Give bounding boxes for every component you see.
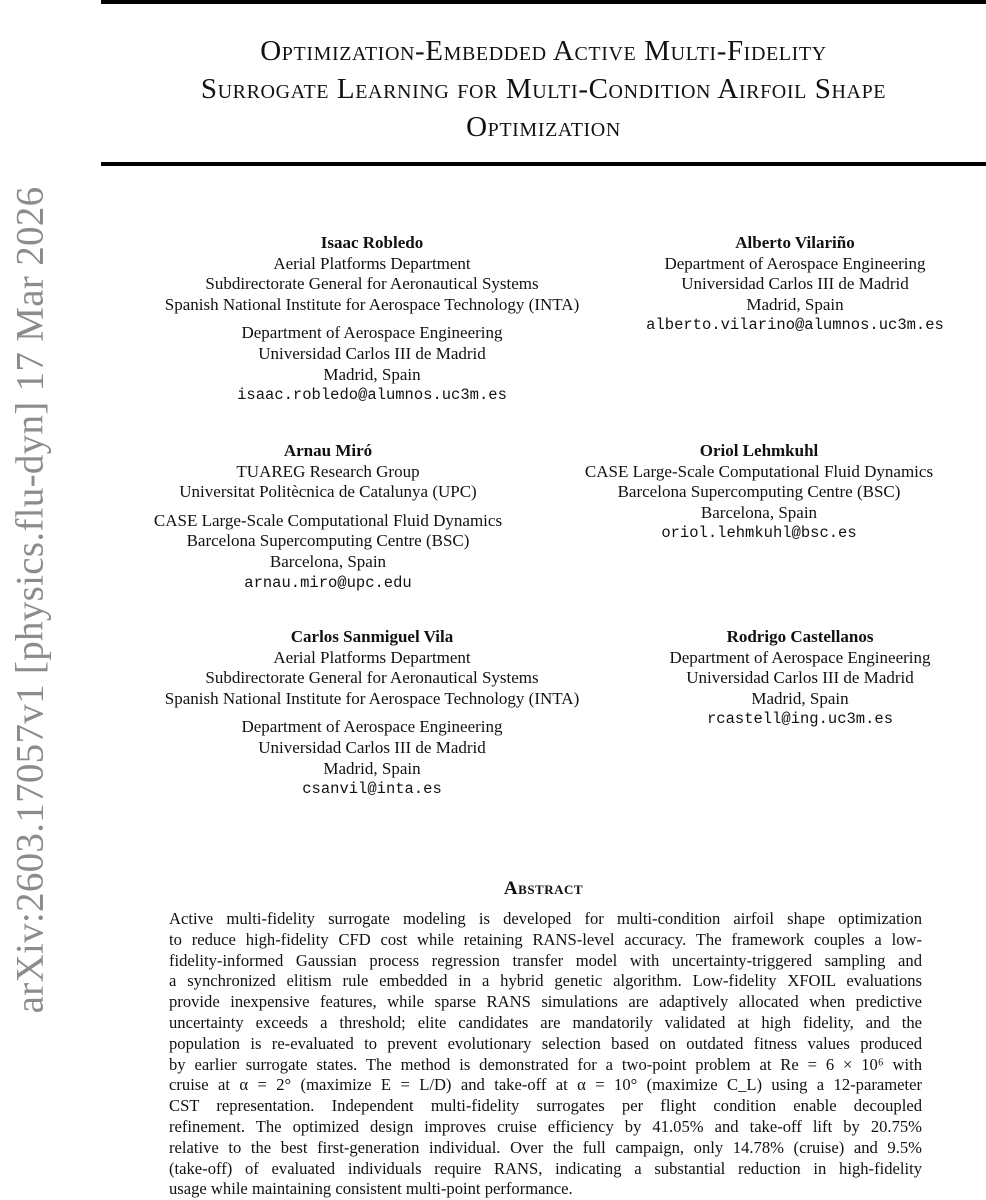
author-email-link[interactable]: csanvil@inta.es xyxy=(302,780,442,799)
author-block-lehmkuhl xyxy=(548,441,970,544)
abstract-line: relative to the best first-generation individual. Over the full campaign, only 14.78% (cruise) and 9.5% xyxy=(169,1137,922,1157)
affiliation-line: CASE Large-Scale Computational Fluid Dynamics xyxy=(153,510,503,530)
affiliation-line: Barcelona Supercomputing Centre (BSC) xyxy=(186,531,470,551)
abstract-line: CST representation. Independent multi-fidelity surrogates per flight condition enable decoupled xyxy=(169,1096,922,1116)
title-line: Optimization xyxy=(466,111,621,143)
author-block-sanmiguel-vila xyxy=(110,627,634,800)
affiliation-line: Madrid, Spain xyxy=(323,758,421,778)
affiliation-line: Aerial Platforms Department xyxy=(273,647,471,667)
author-name: Arnau Miró xyxy=(283,441,373,460)
affiliation-line: CASE Large-Scale Computational Fluid Dynamics xyxy=(584,461,934,481)
title-bottom-rule xyxy=(101,162,986,166)
affiliation-line: TUAREG Research Group xyxy=(236,461,420,481)
affiliation-line: Universidad Carlos III de Madrid xyxy=(258,343,486,363)
affiliation-line: Aerial Platforms Department xyxy=(273,253,471,273)
title-line: Optimization-Embedded Active Multi-Fidelity xyxy=(260,35,827,67)
affiliation-line: Department of Aerospace Engineering xyxy=(669,647,931,667)
affiliation-line: Department of Aerospace Engineering xyxy=(664,253,926,273)
affiliation-line: Subdirectorate General for Aeronautical Systems xyxy=(205,274,539,294)
affiliation-line: Spanish National Institute for Aerospace Technology (INTA) xyxy=(164,688,580,708)
affiliation-line: Universidad Carlos III de Madrid xyxy=(258,737,486,757)
abstract-heading: Abstract xyxy=(503,878,584,899)
author-block-miro xyxy=(110,441,546,593)
abstract-line: a synchronized elitism rule embedded in a hybrid genetic algorithm. Low-fidelity XFOIL evaluations xyxy=(169,971,922,991)
author-name: Oriol Lehmkuhl xyxy=(699,441,819,460)
abstract-line: Active multi-fidelity surrogate modeling is developed for multi-condition airfoil shape optimization xyxy=(169,909,922,928)
author-name: Isaac Robledo xyxy=(320,233,424,252)
abstract-line: uncertainty exceeds a threshold; elite candidates are mandatorily validated at high fidelity, and the xyxy=(169,1012,922,1032)
abstract-line: fidelity-informed Gaussian process regression transfer model with uncertainty-triggered sampling and xyxy=(169,950,922,970)
author-block-castellanos xyxy=(630,627,970,730)
arxiv-identifier-stamp xyxy=(0,0,60,1014)
author-name: Alberto Vilariño xyxy=(735,233,855,252)
abstract-line: (take-off) of evaluated individuals require RANS, indicating a substantial reduction in high-fidelity xyxy=(169,1158,922,1178)
abstract-body xyxy=(169,909,922,1200)
affiliation-line: Madrid, Spain xyxy=(323,364,421,384)
affiliation-line: Barcelona, Spain xyxy=(269,551,387,571)
arxiv-identifier-text: arXiv:2603.17057v1 [physics.flu-dyn] 17 Mar 2026 xyxy=(8,186,52,1014)
author-block-vilarino xyxy=(615,233,975,336)
abstract-line: usage while maintaining consistent multi-point performance. xyxy=(169,1179,573,1199)
author-email-link[interactable]: isaac.robledo@alumnos.uc3m.es xyxy=(237,386,507,405)
abstract-line: population is re-evaluated to prevent evolutionary selection based on outdated fitness values produced xyxy=(169,1033,922,1053)
affiliation-line: Barcelona, Spain xyxy=(700,502,818,522)
affiliation-line: Subdirectorate General for Aeronautical Systems xyxy=(205,668,539,688)
author-name: Carlos Sanmiguel Vila xyxy=(290,627,454,646)
author-email-link[interactable]: arnau.miro@upc.edu xyxy=(244,573,412,592)
abstract-line: refinement. The optimized design improves cruise efficiency by 41.05% and take-off lift by 20.75% xyxy=(169,1116,922,1136)
affiliation-line: Universitat Politècnica de Catalunya (UPC) xyxy=(179,482,477,502)
affiliation-line: Universidad Carlos III de Madrid xyxy=(681,274,909,294)
author-email-link[interactable]: oriol.lehmkuhl@bsc.es xyxy=(661,524,857,543)
author-email-link[interactable]: alberto.vilarino@alumnos.uc3m.es xyxy=(646,316,944,335)
affiliation-line: Department of Aerospace Engineering xyxy=(241,717,503,737)
author-email-link[interactable]: rcastell@ing.uc3m.es xyxy=(706,710,894,729)
title-top-rule xyxy=(101,0,986,4)
paper-title xyxy=(101,32,986,146)
author-name: Rodrigo Castellanos xyxy=(726,627,874,646)
affiliation-line: Department of Aerospace Engineering xyxy=(241,323,503,343)
affiliation-line: Spanish National Institute for Aerospace Technology (INTA) xyxy=(164,294,580,314)
affiliation-line: Barcelona Supercomputing Centre (BSC) xyxy=(617,482,901,502)
affiliation-line: Madrid, Spain xyxy=(746,294,844,314)
abstract-line: to reduce high-fidelity CFD cost while retaining RANS-level accuracy. The framework couples a low- xyxy=(169,929,922,949)
author-block-robledo xyxy=(110,233,634,406)
abstract-line: cruise at α = 2° (maximize E = L/D) and take-off at α = 10° (maximize C_L) using a 12-parameter xyxy=(169,1075,922,1095)
affiliation-line: Universidad Carlos III de Madrid xyxy=(686,668,914,688)
title-line: Surrogate Learning for Multi-Condition Airfoil Shape xyxy=(200,73,887,105)
abstract-line: by earlier surrogate states. The method is demonstrated for a two-point problem at Re = 6 × 10⁶ with xyxy=(169,1054,922,1074)
affiliation-line: Madrid, Spain xyxy=(751,688,849,708)
abstract-line: provide inexpensive features, while sparse RANS simulations are adaptively allocated when predictive xyxy=(169,992,922,1012)
